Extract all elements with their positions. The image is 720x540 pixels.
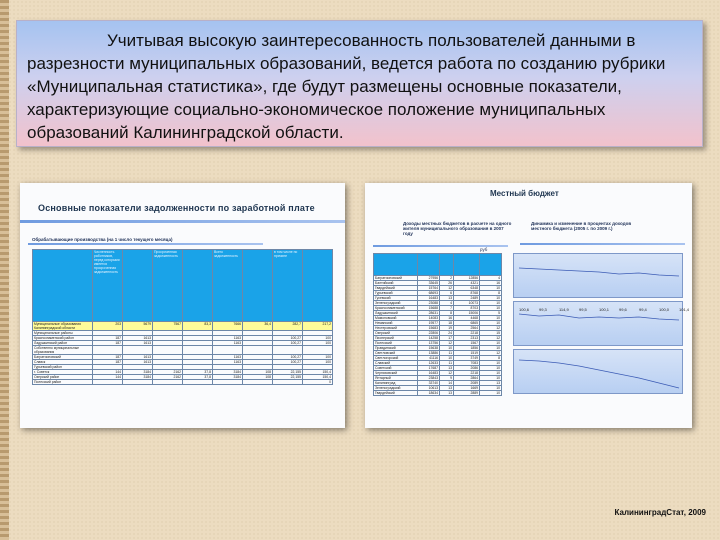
table-cell: 15764	[418, 286, 440, 291]
table-cell: 2089	[454, 381, 480, 386]
chart-data-label: 99,3	[539, 307, 547, 312]
intro-box	[16, 20, 703, 147]
table-cell: 12	[480, 326, 502, 331]
table-header-cell: Просроченная задолженность	[153, 250, 183, 322]
row-label: Багратионовский	[374, 276, 418, 281]
table-header-cell	[33, 250, 93, 322]
table-cell	[123, 346, 153, 355]
wage-arrears-slide	[20, 183, 345, 428]
table-cell: 2489	[454, 296, 480, 301]
chart-middle-svg	[514, 302, 690, 347]
row-label: Зеленоградский	[374, 386, 418, 391]
table-cell: 0	[303, 380, 333, 385]
table-cell	[93, 380, 123, 385]
slide-title: Местный бюджет	[490, 189, 559, 198]
table-cell: 28631	[418, 311, 440, 316]
table-cell: 10	[480, 391, 502, 396]
row-label: Полесский район	[33, 380, 93, 385]
table-cell: 150,4	[303, 375, 333, 380]
table-cell: 26	[440, 281, 454, 286]
table-cell: 1519	[454, 351, 480, 356]
table-cell: 5	[480, 311, 502, 316]
chart-series-line	[519, 268, 679, 276]
table-cell: 33645	[418, 281, 440, 286]
row-label: Краснознаменский	[374, 306, 418, 311]
table-cell: 8	[480, 291, 502, 296]
table-cell: 108	[243, 370, 273, 375]
table-cell: 4	[440, 301, 454, 306]
table-cell: 7567	[153, 322, 183, 331]
chart-caption-divider	[520, 243, 685, 245]
table-cell: 187	[93, 360, 123, 365]
table-cell: 8703	[454, 306, 480, 311]
row-label: г. Советск	[33, 370, 93, 375]
table-cell: 13	[440, 366, 454, 371]
table-cell: 12856	[454, 276, 480, 281]
table-cell	[183, 346, 213, 355]
table-cell: 11	[440, 351, 454, 356]
table-cell: 12	[480, 351, 502, 356]
table-cell	[183, 380, 213, 385]
table-cell: 203	[93, 322, 123, 331]
table-cell	[93, 346, 123, 355]
chart-top-svg	[514, 254, 684, 299]
row-label: Мамоновский	[374, 316, 418, 321]
table-cell: 14	[440, 381, 454, 386]
table-row	[374, 391, 502, 396]
table-cell: 12	[440, 286, 454, 291]
table-header-cell	[123, 250, 153, 322]
table-cell	[273, 380, 303, 385]
table-caption: Доходы местных бюджетов в расчете на одного жителя муниципального образования в 2007 году	[403, 221, 512, 236]
row-label: Полесский	[374, 341, 418, 346]
table-cell: 100,27	[273, 336, 303, 341]
table-cell: 1613	[123, 341, 153, 346]
table-cell: 10	[480, 306, 502, 311]
table-cell: 7666	[213, 322, 243, 331]
slide-title: Основные показатели задолженности по заработной плате	[38, 203, 315, 213]
chart-data-label: 99,4	[639, 307, 647, 312]
intro-text: Учитывая высокую заинтересованность пользователей данными в разрезности муниципальных образований, ведется работа по созданию рубрики «Муниципальная статистика», где будут размещены основные показатели, характеризующие социально-экономическое положение муниципальных образований Калининградской области.	[27, 31, 666, 142]
table-header-cell	[374, 254, 418, 276]
table-header-cell: в том числе по причине	[273, 250, 303, 322]
row-label: Янтарный	[374, 376, 418, 381]
table-row	[33, 322, 333, 331]
budget-chart-top	[513, 253, 683, 298]
table-cell: 108	[243, 375, 273, 380]
table-cell	[123, 380, 153, 385]
table-cell: 7	[440, 306, 454, 311]
table-header-cell	[440, 254, 454, 276]
unit-label: руб	[480, 247, 488, 252]
table-cell: 100,27	[273, 360, 303, 365]
row-label: Славский	[374, 361, 418, 366]
chart-data-label: 114,9	[559, 307, 569, 312]
table-cell: 10	[480, 366, 502, 371]
row-label: Гвардейский	[374, 391, 418, 396]
table-cell: 10	[480, 341, 502, 346]
table-cell: 10	[440, 346, 454, 351]
table-cell: 37,8	[183, 375, 213, 380]
table-cell: 10	[480, 386, 502, 391]
table-cell: 2	[440, 276, 454, 281]
table-cell: 4	[480, 276, 502, 281]
table-cell: 4468	[454, 316, 480, 321]
table-cell: 12	[440, 371, 454, 376]
row-label: Собственно муниципальные образования	[33, 346, 93, 355]
row-label: Пионерский	[374, 336, 418, 341]
table-cell: 11	[440, 361, 454, 366]
table-cell: 2162	[153, 370, 183, 375]
row-label: Озерский	[374, 331, 418, 336]
table-cell: 23088	[418, 301, 440, 306]
table-cell: 17	[440, 336, 454, 341]
row-label: Краснознаменский район	[33, 336, 93, 341]
chart-series-line	[519, 360, 679, 388]
chart-data-label: 100,0	[659, 307, 670, 312]
table-cell: 19577	[418, 321, 440, 326]
table-cell: 13	[440, 296, 454, 301]
table-cell: 187	[93, 336, 123, 341]
table-header-cell: Всего задолженность	[213, 250, 243, 322]
table-cell: 15638	[418, 346, 440, 351]
table-cell: 2162	[153, 375, 183, 380]
table-cell: 12	[440, 341, 454, 346]
table-cell: 217,2	[303, 322, 333, 331]
row-label: Муниципальные образования Калининградской области	[33, 322, 93, 331]
table-cell: 2889	[454, 391, 480, 396]
table-cell	[303, 346, 333, 355]
table-cell: 16	[480, 281, 502, 286]
table-cell: 8	[440, 311, 454, 316]
row-label: Гурьевский район	[33, 365, 93, 370]
budget-chart-middle	[513, 301, 690, 346]
table-cell: 9	[440, 376, 454, 381]
row-label: Светловский	[374, 351, 418, 356]
table-cell: 10	[440, 356, 454, 361]
table-cell: 13	[440, 386, 454, 391]
table-cell: 2218	[454, 331, 480, 336]
table-cell: 22,155	[273, 370, 303, 375]
table-cell	[153, 380, 183, 385]
table-cell: 3184	[123, 375, 153, 380]
table-cell: 23843	[418, 376, 440, 381]
row-label: Багратионовский	[33, 355, 93, 360]
table-cell: 14258	[418, 336, 440, 341]
row-label: Ладушкинский район	[33, 341, 93, 346]
table-header-cell	[183, 250, 213, 322]
table-cell: 2086	[454, 366, 480, 371]
row-label: Славск	[33, 360, 93, 365]
table-cell: 150,4	[303, 370, 333, 375]
table-cell: 1856	[454, 346, 480, 351]
table-cell: 10	[480, 376, 502, 381]
table-cell: 6348	[454, 286, 480, 291]
local-budget-table	[373, 253, 502, 396]
table-cell: 1163	[213, 336, 243, 341]
table-cell: 12633	[418, 361, 440, 366]
table-cell: 187	[93, 341, 123, 346]
table-cell: 100,27	[273, 355, 303, 360]
row-label: Правдинский	[374, 346, 418, 351]
table-cell: 10	[480, 316, 502, 321]
table-header-cell	[454, 254, 480, 276]
table-cell: 15688	[418, 306, 440, 311]
table-cell: 8	[480, 356, 502, 361]
table-cell: 13756	[418, 341, 440, 346]
row-label: Светлогорский	[374, 356, 418, 361]
table-cell: 2564	[454, 326, 480, 331]
table-cell: 1163	[213, 341, 243, 346]
table-cell: 68693	[418, 291, 440, 296]
table-cell: 10073	[454, 301, 480, 306]
table-cell: 13	[480, 381, 502, 386]
table-row	[33, 380, 333, 385]
table-cell: 17687	[418, 366, 440, 371]
table-cell: 22,155	[273, 375, 303, 380]
table-cell: 8768	[454, 291, 480, 296]
table-cell: 12	[480, 336, 502, 341]
table-cell: 33740	[418, 381, 440, 386]
row-label: Муниципальные районы	[33, 331, 93, 336]
table-cell: 3184	[123, 370, 153, 375]
table-cell: 10	[480, 346, 502, 351]
local-budget-slide	[365, 183, 692, 428]
table-header-cell	[243, 250, 273, 322]
row-label: Калининград	[374, 381, 418, 386]
table-cell: 14083	[418, 316, 440, 321]
row-label: Гвардейский	[374, 286, 418, 291]
table-header-cell: Численность работников, перед которыми имеется просроченная задолженность	[93, 250, 123, 322]
table-cell: 187	[93, 355, 123, 360]
table-cell: 1567	[454, 341, 480, 346]
title-divider	[20, 220, 345, 223]
table-cell: 13886	[418, 351, 440, 356]
chart-data-label: 100,6	[519, 307, 530, 312]
row-label: Зеленоградский	[374, 301, 418, 306]
table-cell: 7083	[454, 361, 480, 366]
table-row	[33, 346, 333, 355]
table-cell: 15	[480, 331, 502, 336]
table-cell: 83,3	[183, 322, 213, 331]
table-cell: 10	[480, 296, 502, 301]
table-cell: 10613	[418, 386, 440, 391]
table-cell: 1669	[454, 386, 480, 391]
row-label: Ладушкинский	[374, 311, 418, 316]
table-cell: 2864	[454, 376, 480, 381]
table-cell: 10	[480, 371, 502, 376]
table-cell: 1163	[213, 355, 243, 360]
table-cell: 10	[480, 301, 502, 306]
table-cell: 100	[303, 336, 333, 341]
table-cell: 15006	[454, 311, 480, 316]
table-cell: 27956	[418, 276, 440, 281]
row-label: Нестеровский	[374, 326, 418, 331]
table-cell: 100	[303, 341, 333, 346]
budget-chart-bottom	[513, 349, 683, 394]
table-cell: 1613	[123, 336, 153, 341]
chart-series-line	[519, 314, 679, 320]
table-header-cell	[418, 254, 440, 276]
table-cell: 19	[440, 326, 454, 331]
table-cell: 282,7	[273, 322, 303, 331]
table-cell: 144	[93, 370, 123, 375]
table-cell: 18	[440, 321, 454, 326]
table-cell	[153, 346, 183, 355]
table-cell: 10	[480, 321, 502, 326]
subheading-divider	[28, 243, 263, 245]
table-cell	[243, 380, 273, 385]
row-label: Озерский район	[33, 375, 93, 380]
row-label: Гусевский	[374, 296, 418, 301]
table-cell: 3184	[213, 370, 243, 375]
footer-credit: КалининградСтат, 2009	[614, 508, 706, 517]
table-cell: 13	[440, 391, 454, 396]
table-cell	[273, 346, 303, 355]
table-cell: 2313	[454, 336, 480, 341]
table-cell: 15683	[418, 326, 440, 331]
table-cell	[243, 346, 273, 355]
table-cell: 3184	[213, 375, 243, 380]
table-cell: 16	[440, 316, 454, 321]
table-header-row	[374, 254, 502, 276]
chart-caption: Динамика и изменение в процентах доходов местного бюджета (2005 г. по 2009 г.)	[531, 221, 632, 231]
table-cell: 10	[480, 361, 502, 366]
table-header-cell	[303, 250, 333, 322]
table-cell: 37,8	[183, 370, 213, 375]
table-cell: 16483	[418, 371, 440, 376]
table-cell: 100	[303, 360, 333, 365]
table-cell: 1613	[123, 355, 153, 360]
table-cell: 2218	[454, 371, 480, 376]
chart-data-label: 99,5	[579, 307, 587, 312]
chart-data-label: 101,4	[679, 307, 690, 312]
table-cell: 144	[93, 375, 123, 380]
table-cell: 24	[440, 331, 454, 336]
table-cell: 5679	[123, 322, 153, 331]
table-cell: 22806	[418, 331, 440, 336]
table-cell: 3749	[454, 356, 480, 361]
table-header-cell	[480, 254, 502, 276]
table-cell: 18634	[418, 391, 440, 396]
table-subheading: Обрабатывающие производства (на 1 число текущего месяца)	[32, 237, 173, 242]
table-header-row	[33, 250, 333, 322]
table-cell: 6865	[454, 321, 480, 326]
caption-divider	[373, 245, 508, 247]
table-cell: 16483	[418, 296, 440, 301]
wage-arrears-table	[32, 249, 333, 385]
table-cell: 100,27	[273, 341, 303, 346]
table-cell: 10	[480, 286, 502, 291]
chart-bottom-svg	[514, 350, 684, 395]
table-cell: 1613	[123, 360, 153, 365]
row-label: Балтийский	[374, 281, 418, 286]
row-label: Гурьевский	[374, 291, 418, 296]
table-cell	[213, 380, 243, 385]
table-cell: 41116	[418, 356, 440, 361]
row-label: Советский	[374, 366, 418, 371]
row-label: Черняховский	[374, 371, 418, 376]
chart-data-label: 99,6	[619, 307, 627, 312]
chart-data-label: 100,1	[599, 307, 610, 312]
row-label: Неманский	[374, 321, 418, 326]
decorative-stripe	[0, 0, 9, 540]
table-cell: 100	[303, 355, 333, 360]
table-cell: 36,4	[243, 322, 273, 331]
table-cell: 4321	[454, 281, 480, 286]
table-cell: 1163	[213, 360, 243, 365]
table-cell	[213, 346, 243, 355]
table-cell: 6	[440, 291, 454, 296]
